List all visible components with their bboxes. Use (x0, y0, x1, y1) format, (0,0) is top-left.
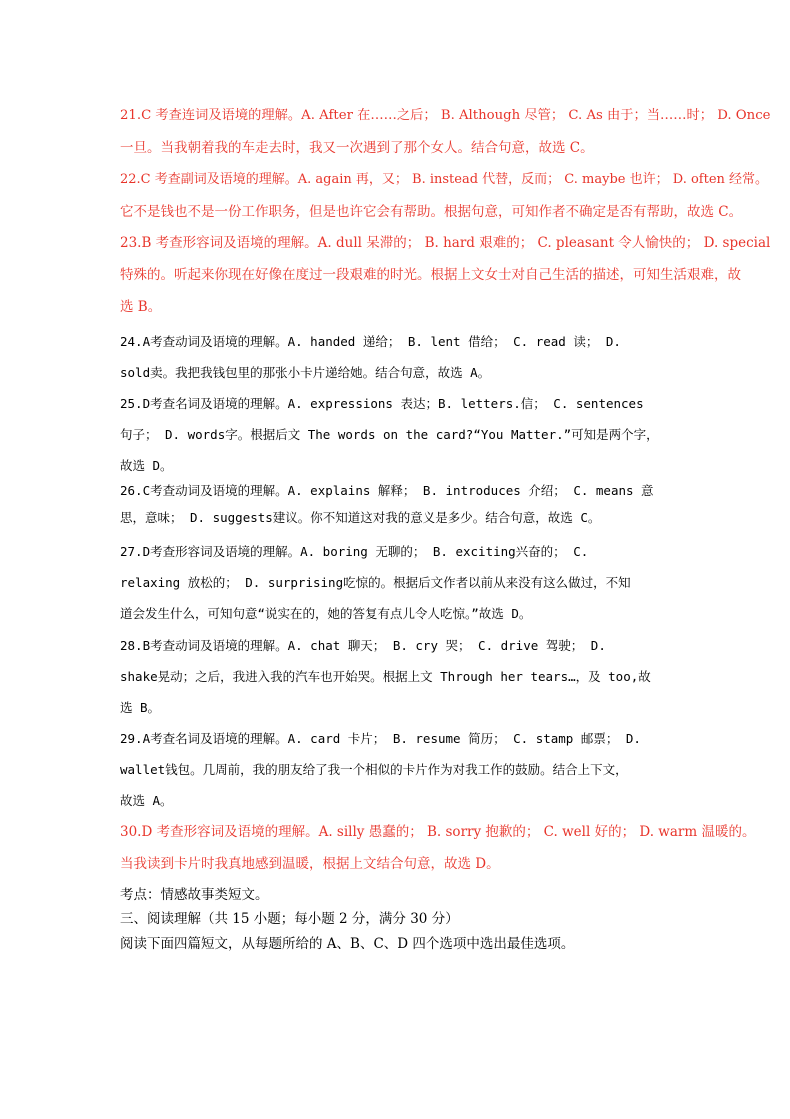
q27-line-1: 27.D考查形容词及语境的理解。A. boring 无聊的； B. exciting兴奋的； C. (120, 544, 589, 559)
q28-line-2: shake晃动；之后，我进入我的汽车也开始哭。根据上文 Through her tears…，及 too,故 (120, 669, 651, 684)
section-instruction: 阅读下面四篇短文，从每题所给的 A、B、C、D 四个选项中选出最佳选项。 (120, 936, 575, 952)
q25-line-2: 句子； D. words字。根据后文 The words on the card?“You Matter.”可知是两个字， (120, 427, 659, 442)
q27-line-3: 道会发生什么，可知句意“说实在的，她的答复有点儿令人吃惊。”故选 D。 (120, 606, 532, 621)
q22-line-2: 它不是钱也不是一份工作职务，但是也许它会有帮助。根据句意，可知作者不确定是否有帮助，故选 C。 (120, 204, 743, 220)
q24-line-1: 24.A考查动词及语境的理解。A. handed 递给； B. lent 借给； C. read 读； D. (120, 334, 621, 349)
q29-line-3: 故选 A。 (120, 793, 173, 808)
q29-line-1: 29.A考查名词及语境的理解。A. card 卡片； B. resume 简历； C. stamp 邮票； D. (120, 731, 641, 746)
q26-line-1: 26.C考查动词及语境的理解。A. explains 解释； B. introduces 介绍； C. means 意 (120, 483, 654, 498)
kaodian-note: 考点：情感故事类短文。 (120, 887, 269, 903)
q30-line-1: 30.D 考查形容词及语境的理解。A. silly 愚蠢的； B. sorry 抱歉的； C. well 好的； D. warm 温暖的。 (120, 824, 756, 840)
q22-line-1: 22.C 考查副词及语境的理解。A. again 再，又； B. instead 代替，反而； C. maybe 也许； D. often 经常。 (120, 172, 769, 187)
q26-line-2: 思，意味； D. suggests建议。你不知道这对我的意义是多少。结合句意，故选 C。 (120, 510, 601, 525)
q25-line-3: 故选 D。 (120, 458, 173, 473)
q23-line-2: 特殊的。听起来你现在好像在度过一段艰难的时光。根据上文女士对自己生活的描述，可知生活艰难，故 (120, 267, 741, 283)
section-title: 三、阅读理解（共 15 小题；每小题 2 分，满分 30 分） (120, 911, 459, 927)
q21-line-2: 一旦。当我朝着我的车走去时，我又一次遇到了那个女人。结合句意，故选 C。 (120, 140, 594, 156)
q24-line-2: sold卖。我把我钱包里的那张小卡片递给她。结合句意，故选 A。 (120, 365, 491, 380)
q30-line-2: 当我读到卡片时我真地感到温暖，根据上文结合句意，故选 D。 (120, 856, 500, 872)
q28-line-1: 28.B考查动词及语境的理解。A. chat 聊天； B. cry 哭； C. drive 驾驶； D. (120, 638, 606, 653)
q23-line-1: 23.B 考查形容词及语境的理解。A. dull 呆滞的； B. hard 艰难的； C. pleasant 令人愉快的； D. special (120, 235, 771, 251)
q27-line-2: relaxing 放松的； D. surprising吃惊的。根据后文作者以前从来没有这么做过，不知 (120, 575, 631, 590)
q29-line-2: wallet钱包。几周前，我的朋友给了我一个相似的卡片作为对我工作的鼓励。结合上下文， (120, 762, 628, 777)
q21-line-1: 21.C 考查连词及语境的理解。A. After 在……之后； B. Although 尽管； C. As 由于；当……时； D. Once (120, 108, 771, 123)
q23-line-3: 选 B。 (120, 299, 162, 315)
q25-line-1: 25.D考查名词及语境的理解。A. expressions 表达；B. letters.信； C. sentences (120, 396, 644, 411)
q28-line-3: 选 B。 (120, 700, 161, 715)
